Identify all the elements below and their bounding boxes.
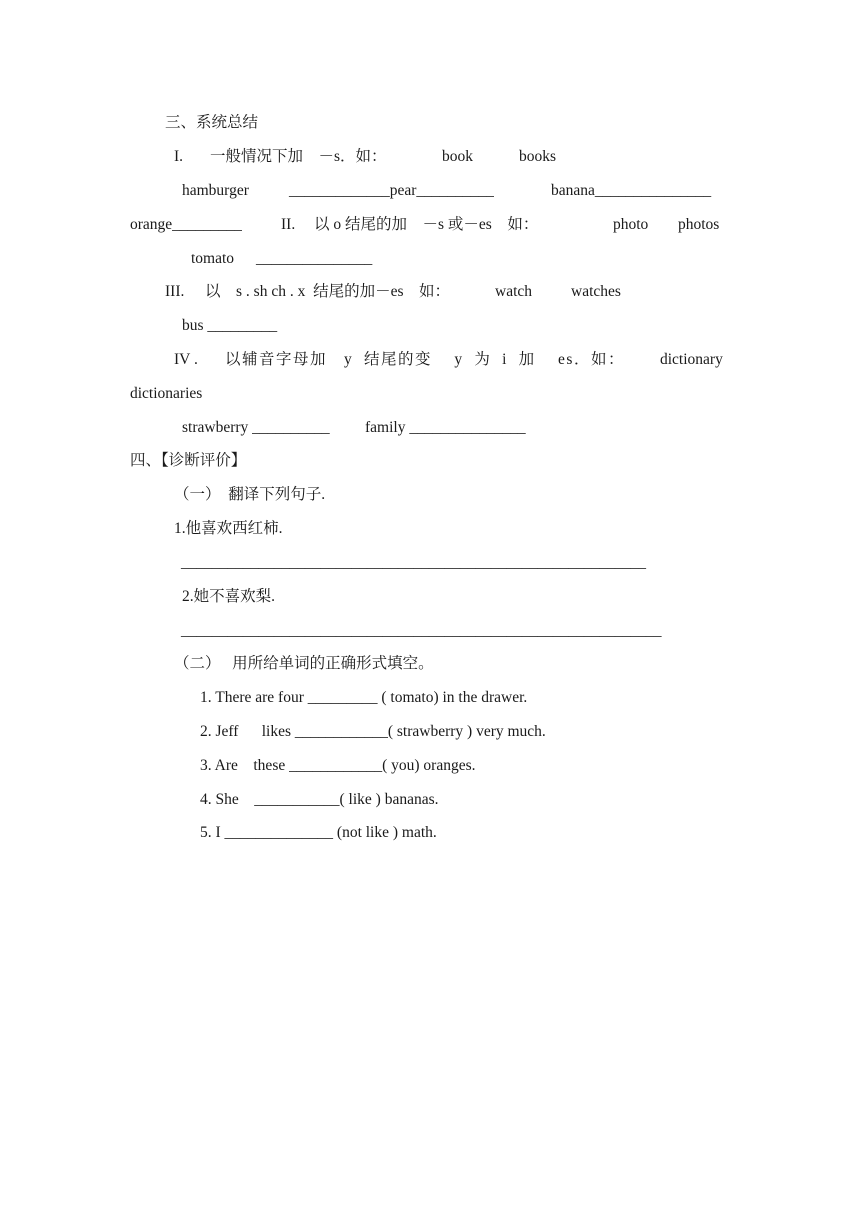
rule-2-example-plural: photos xyxy=(678,216,720,233)
rule-3-practice: bus _________ xyxy=(182,317,278,334)
rule-4-practice-word-2: family _______________ xyxy=(365,419,526,436)
fill-item-2: 2. Jeff likes ____________( strawberry ) very much. xyxy=(200,723,546,740)
rule-4-practice-word-1: strawberry __________ xyxy=(182,419,330,436)
rule-2-practice-blank: _______________ xyxy=(256,250,373,267)
fill-item-1: 1. There are four _________ ( tomato) in the drawer. xyxy=(200,689,528,706)
part-2-title: （二） 用所给单词的正确形式填空。 xyxy=(174,655,434,672)
rule-2-example-singular: photo xyxy=(613,216,649,233)
rule-1-practice-word-3: orange_________ xyxy=(130,216,242,233)
rule-1-practice-word-2: banana_______________ xyxy=(551,182,712,199)
section-3-heading: 三、系统总结 xyxy=(165,114,259,131)
rule-1-numeral: I. xyxy=(174,148,184,165)
rule-3-numeral: III. xyxy=(165,283,185,300)
fill-item-4: 4. She ___________( like ) bananas. xyxy=(200,791,439,808)
rule-1-practice-word-1: hamburger xyxy=(182,182,249,199)
rule-4-example-singular: dictionary xyxy=(660,351,723,368)
rule-1-example-singular: book xyxy=(442,148,473,165)
rule-2-numeral: II. xyxy=(281,216,296,233)
translation-question-1: 1.他喜欢西红柿. xyxy=(174,520,283,537)
part-1-title: （一） 翻译下列句子. xyxy=(174,486,326,503)
fill-item-3: 3. Are these ____________( you) oranges. xyxy=(200,757,476,774)
rule-3-example-plural: watches xyxy=(571,283,621,300)
rule-2-text: 以 o 结尾的加 －s 或－es 如： xyxy=(314,216,539,233)
rule-4-example-plural: dictionaries xyxy=(130,385,203,402)
rule-1-text: 一般情况下加 －s．如： xyxy=(210,148,387,165)
translation-answer-line-1: ____________________________________________________________ xyxy=(181,554,646,571)
rule-1-example-plural: books xyxy=(519,148,557,165)
fill-item-5: 5. I ______________ (not like ) math. xyxy=(200,824,437,841)
rule-4-text: 以辅音字母加 y 结尾的变 y 为 i 加 es．如： xyxy=(225,351,625,368)
rule-1-practice-blank-1: _____________pear__________ xyxy=(289,182,494,199)
rule-3-example-singular: watch xyxy=(495,283,533,300)
rule-2-practice-word: tomato xyxy=(191,250,235,267)
section-4-heading: 四、【诊断评价】 xyxy=(130,452,247,469)
translation-question-2: 2.她不喜欢梨. xyxy=(182,588,276,605)
rule-3-text: 以 s . sh ch . x 结尾的加－es 如： xyxy=(205,283,450,300)
rule-4-numeral: IV . xyxy=(174,351,198,368)
translation-answer-line-2: ______________________________________________________________ xyxy=(181,622,662,639)
